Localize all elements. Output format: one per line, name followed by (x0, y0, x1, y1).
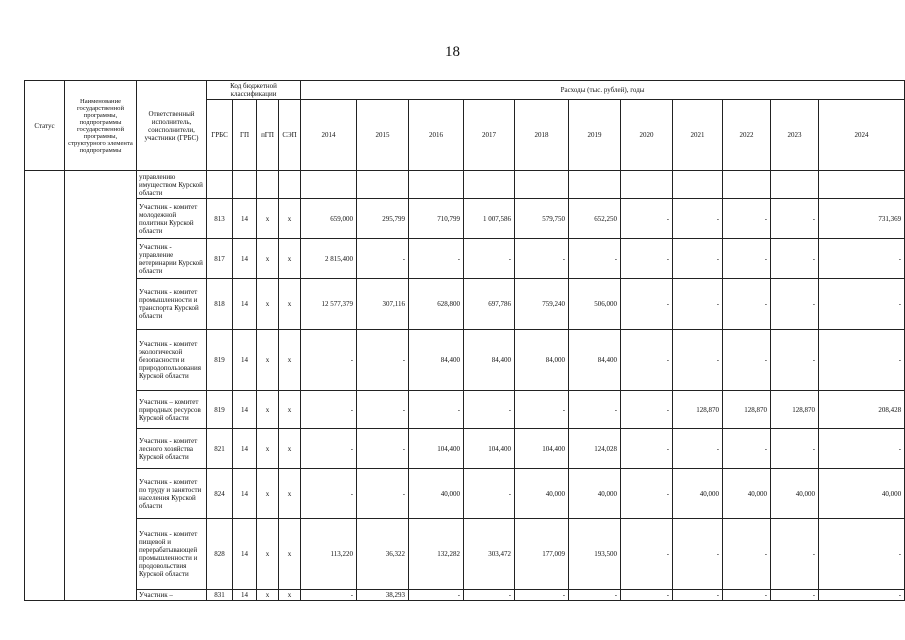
value-cell: - (357, 469, 409, 519)
table-row (25, 279, 905, 330)
value-cell: 40,000 (673, 469, 723, 519)
value-cell: - (464, 469, 515, 519)
value-cell (621, 171, 673, 199)
value-cell: - (357, 239, 409, 279)
header-status: Статус (25, 81, 65, 171)
value-cell: 40,000 (515, 469, 569, 519)
header-responsible: Ответственный исполнитель, соисполнители, участники (ГРБС) (137, 81, 207, 171)
pgp-cell: х (257, 239, 279, 279)
participant-name: Участник - управление ветеринарии Курской области (137, 239, 207, 279)
value-cell: - (819, 239, 905, 279)
value-cell (771, 171, 819, 199)
value-cell (515, 171, 569, 199)
value-cell: - (301, 330, 357, 391)
value-cell: - (621, 590, 673, 601)
value-cell: 193,500 (569, 519, 621, 590)
value-cell: 40,000 (771, 469, 819, 519)
value-cell: - (409, 239, 464, 279)
value-cell: - (771, 279, 819, 330)
value-cell: - (673, 239, 723, 279)
value-cell: 128,870 (771, 391, 819, 429)
value-cell: 307,116 (357, 279, 409, 330)
value-cell: - (301, 469, 357, 519)
header-year: 2023 (771, 100, 819, 171)
value-cell: 40,000 (569, 469, 621, 519)
grbs-cell: 813 (207, 199, 233, 239)
sep-cell (279, 171, 301, 199)
value-cell: 506,000 (569, 279, 621, 330)
value-cell: - (464, 239, 515, 279)
value-cell: 124,028 (569, 429, 621, 469)
value-cell: - (819, 429, 905, 469)
header-code: СЭП (279, 100, 301, 171)
value-cell: 710,799 (409, 199, 464, 239)
value-cell: - (673, 519, 723, 590)
value-cell: - (723, 199, 771, 239)
value-cell: - (723, 279, 771, 330)
value-cell: - (357, 391, 409, 429)
gp-cell: 14 (233, 239, 257, 279)
table-row (25, 330, 905, 391)
value-cell: - (819, 590, 905, 601)
value-cell: 759,240 (515, 279, 569, 330)
value-cell: 104,400 (464, 429, 515, 469)
value-cell: - (301, 391, 357, 429)
header-year: 2021 (673, 100, 723, 171)
table-row (25, 239, 905, 279)
table-row (25, 429, 905, 469)
gp-cell: 14 (233, 330, 257, 391)
header-year: 2016 (409, 100, 464, 171)
value-cell: - (771, 239, 819, 279)
value-cell: 628,800 (409, 279, 464, 330)
participant-name: Участник - комитет промышленности и транспорта Курской области (137, 279, 207, 330)
gp-cell: 14 (233, 590, 257, 601)
gp-cell: 14 (233, 519, 257, 590)
value-cell (569, 171, 621, 199)
header-year: 2018 (515, 100, 569, 171)
value-cell: - (621, 199, 673, 239)
value-cell: - (621, 391, 673, 429)
sep-cell: х (279, 519, 301, 590)
gp-cell: 14 (233, 469, 257, 519)
grbs-cell: 821 (207, 429, 233, 469)
value-cell: 659,000 (301, 199, 357, 239)
value-cell: - (515, 239, 569, 279)
value-cell: - (409, 590, 464, 601)
value-cell: 132,282 (409, 519, 464, 590)
value-cell: - (771, 429, 819, 469)
table-row (25, 590, 905, 601)
value-cell (301, 171, 357, 199)
pgp-cell: х (257, 590, 279, 601)
value-cell: - (515, 590, 569, 601)
value-cell: - (515, 391, 569, 429)
grbs-cell: 819 (207, 330, 233, 391)
value-cell: 208,428 (819, 391, 905, 429)
header-year: 2024 (819, 100, 905, 171)
value-cell: - (409, 391, 464, 429)
value-cell: 177,009 (515, 519, 569, 590)
table-row (25, 519, 905, 590)
grbs-cell: 819 (207, 391, 233, 429)
value-cell: - (464, 391, 515, 429)
value-cell: - (819, 330, 905, 391)
value-cell: - (621, 279, 673, 330)
value-cell: - (723, 239, 771, 279)
value-cell: - (464, 590, 515, 601)
header-year: 2022 (723, 100, 771, 171)
value-cell: - (357, 429, 409, 469)
pgp-cell: х (257, 469, 279, 519)
pgp-cell: х (257, 279, 279, 330)
participant-name: Участник - комитет экологической безопасности и природопользования Курской области (137, 330, 207, 391)
budget-table (24, 80, 905, 601)
pgp-cell: х (257, 330, 279, 391)
value-cell: - (673, 590, 723, 601)
value-cell: - (569, 239, 621, 279)
value-cell: - (723, 429, 771, 469)
header-name: Наименование государственной программы, подпрограммы государственной программы, структурного элемента подпрограммы (65, 81, 137, 171)
table-row (25, 391, 905, 429)
participant-name: Участник – (137, 590, 207, 601)
gp-cell: 14 (233, 429, 257, 469)
value-cell (409, 171, 464, 199)
value-cell: - (819, 519, 905, 590)
participant-name: Участник - комитет по труду и занятости населения Курской области (137, 469, 207, 519)
value-cell (723, 171, 771, 199)
value-cell: - (771, 330, 819, 391)
value-cell: 731,369 (819, 199, 905, 239)
grbs-cell (207, 171, 233, 199)
participant-name: Участник - комитет пищевой и перерабатывающей промышленности и продовольствия Курской области (137, 519, 207, 590)
sep-cell: х (279, 279, 301, 330)
value-cell: - (771, 199, 819, 239)
sep-cell: х (279, 391, 301, 429)
value-cell: 12 577,379 (301, 279, 357, 330)
value-cell: 38,293 (357, 590, 409, 601)
participant-name: Участник - комитет лесного хозяйства Курской области (137, 429, 207, 469)
value-cell: - (723, 330, 771, 391)
header-code: ГП (233, 100, 257, 171)
value-cell: 697,786 (464, 279, 515, 330)
value-cell: 40,000 (409, 469, 464, 519)
sep-cell: х (279, 199, 301, 239)
grbs-cell: 831 (207, 590, 233, 601)
value-cell: 128,870 (673, 391, 723, 429)
value-cell: 652,250 (569, 199, 621, 239)
value-cell (464, 171, 515, 199)
value-cell: - (673, 199, 723, 239)
value-cell: - (621, 429, 673, 469)
participant-name: управлению имуществом Курской области (137, 171, 207, 199)
value-cell: 84,400 (464, 330, 515, 391)
value-cell: 128,870 (723, 391, 771, 429)
header-year: 2020 (621, 100, 673, 171)
value-cell: 40,000 (723, 469, 771, 519)
value-cell: 104,400 (409, 429, 464, 469)
table-body (25, 171, 905, 601)
sep-cell: х (279, 239, 301, 279)
value-cell: - (621, 239, 673, 279)
value-cell: 104,400 (515, 429, 569, 469)
value-cell: - (301, 590, 357, 601)
value-cell: - (673, 330, 723, 391)
gp-cell (233, 171, 257, 199)
value-cell: - (723, 519, 771, 590)
value-cell: - (621, 330, 673, 391)
value-cell: 579,750 (515, 199, 569, 239)
value-cell: - (673, 279, 723, 330)
gp-cell: 14 (233, 391, 257, 429)
value-cell: 2 815,400 (301, 239, 357, 279)
sep-cell: х (279, 469, 301, 519)
value-cell (673, 171, 723, 199)
value-cell: - (357, 330, 409, 391)
participant-name: Участник - комитет молодежной политики Курской области (137, 199, 207, 239)
value-cell: - (621, 519, 673, 590)
value-cell (357, 171, 409, 199)
header-year: 2017 (464, 100, 515, 171)
value-cell: 84,400 (409, 330, 464, 391)
grbs-cell: 824 (207, 469, 233, 519)
value-cell: 84,000 (515, 330, 569, 391)
value-cell: 303,472 (464, 519, 515, 590)
table-row (25, 171, 905, 199)
pgp-cell: х (257, 391, 279, 429)
table-row (25, 199, 905, 239)
value-cell: - (819, 279, 905, 330)
grbs-cell: 828 (207, 519, 233, 590)
value-cell: 1 007,586 (464, 199, 515, 239)
value-cell: - (673, 429, 723, 469)
value-cell: - (301, 429, 357, 469)
value-cell: - (723, 590, 771, 601)
header-code: ГРБС (207, 100, 233, 171)
header-year: 2014 (301, 100, 357, 171)
header-year: 2019 (569, 100, 621, 171)
pgp-cell: х (257, 519, 279, 590)
grbs-cell: 818 (207, 279, 233, 330)
gp-cell: 14 (233, 199, 257, 239)
value-cell: - (621, 469, 673, 519)
value-cell: - (771, 590, 819, 601)
pgp-cell (257, 171, 279, 199)
value-cell: 113,220 (301, 519, 357, 590)
status-cell (25, 171, 65, 601)
participant-name: Участник – комитет природных ресурсов Курской области (137, 391, 207, 429)
value-cell: 84,400 (569, 330, 621, 391)
grbs-cell: 817 (207, 239, 233, 279)
page-number: 18 (445, 44, 460, 60)
sep-cell: х (279, 590, 301, 601)
table-row (25, 469, 905, 519)
value-cell: 36,322 (357, 519, 409, 590)
value-cell: - (569, 391, 621, 429)
header-year: 2015 (357, 100, 409, 171)
name-cell (65, 171, 137, 601)
value-cell: 40,000 (819, 469, 905, 519)
gp-cell: 14 (233, 279, 257, 330)
value-cell: - (569, 590, 621, 601)
value-cell (819, 171, 905, 199)
pgp-cell: х (257, 199, 279, 239)
value-cell: - (771, 519, 819, 590)
pgp-cell: х (257, 429, 279, 469)
sep-cell: х (279, 429, 301, 469)
header-expenses: Расходы (тыс. рублей), годы (301, 81, 905, 100)
header-code: пГП (257, 100, 279, 171)
value-cell: 295,799 (357, 199, 409, 239)
header-budget-code: Код бюджетной классификации (207, 81, 301, 100)
sep-cell: х (279, 330, 301, 391)
